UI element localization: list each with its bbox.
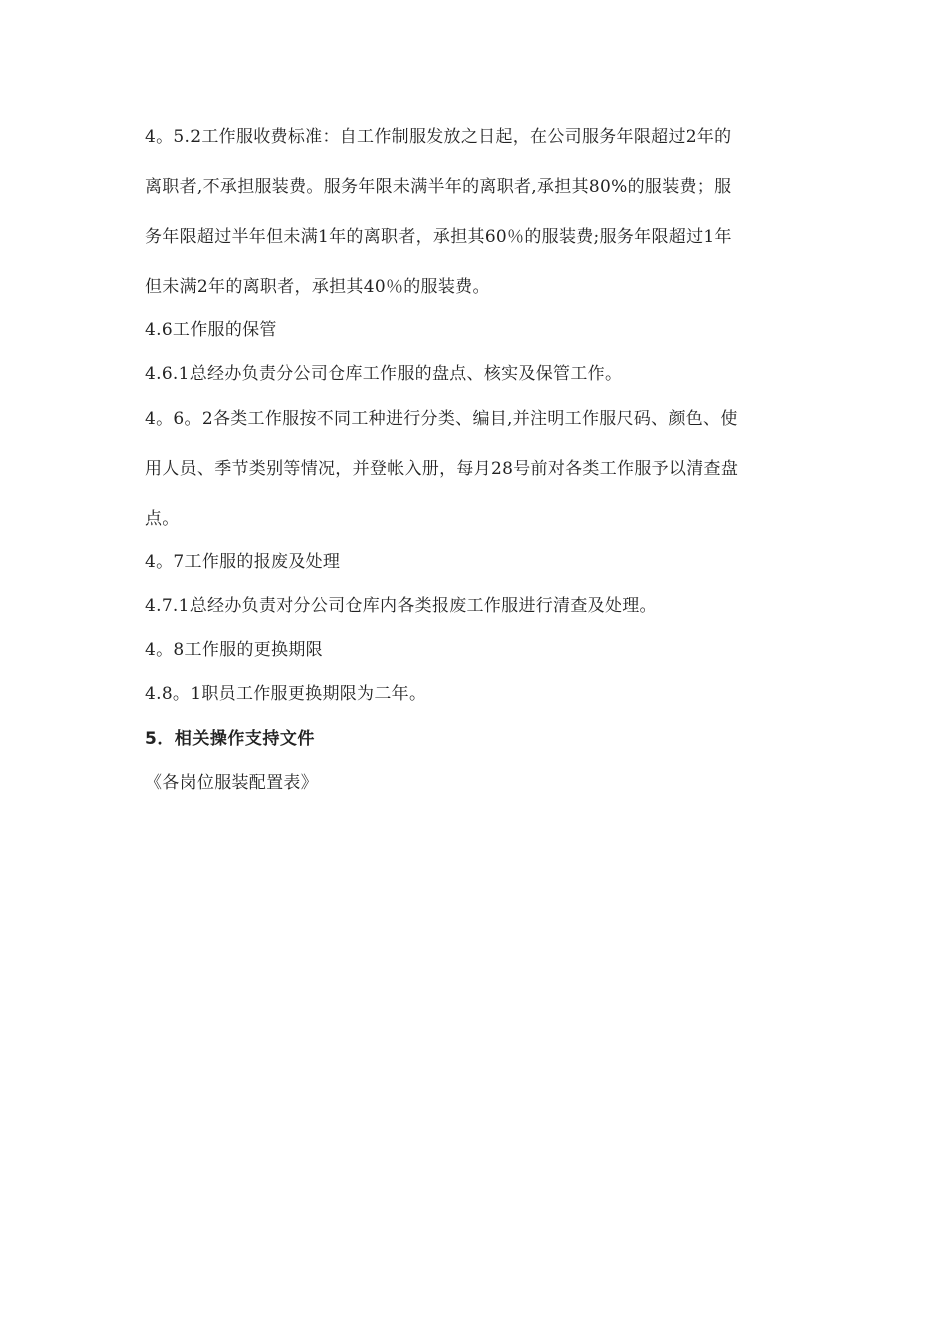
paragraph-4-5-2-line-1: 4。5.2工作服收费标准：自工作制服发放之日起，在公司服务年限超过2年的 bbox=[145, 127, 732, 147]
attachment-title: 《各岗位服装配置表》 bbox=[145, 773, 318, 793]
paragraph-4-8-1: 4.8。1职员工作服更换期限为二年。 bbox=[145, 684, 427, 704]
paragraph-4-6-2-line-3: 点。 bbox=[145, 509, 180, 529]
section-4-7-title: 4。7工作服的报废及处理 bbox=[145, 552, 341, 572]
paragraph-4-5-2-line-4: 但未满2年的离职者，承担其40％的服装费。 bbox=[145, 277, 490, 297]
paragraph-4-6-1: 4.6.1总经办负责分公司仓库工作服的盘点、核实及保管工作。 bbox=[145, 364, 623, 384]
paragraph-4-6-2-line-2: 用人员、季节类别等情况，并登帐入册，每月28号前对各类工作服予以清查盘 bbox=[145, 459, 739, 479]
paragraph-4-7-1: 4.7.1总经办负责对分公司仓库内各类报废工作服进行清查及处理。 bbox=[145, 596, 657, 616]
section-4-6-title: 4.6工作服的保管 bbox=[145, 320, 277, 340]
section-4-8-title: 4。8工作服的更换期限 bbox=[145, 640, 323, 660]
paragraph-4-5-2-line-3: 务年限超过半年但未满1年的离职者，承担其60％的服装费;服务年限超过1年 bbox=[145, 227, 732, 247]
paragraph-4-5-2-line-2: 离职者,不承担服装费。服务年限未满半年的离职者,承担其80%的服装费；服 bbox=[145, 177, 732, 197]
section-5-heading: 5．相关操作支持文件 bbox=[145, 729, 315, 749]
paragraph-4-6-2-line-1: 4。6。2各类工作服按不同工种进行分类、编目,并注明工作服尺码、颜色、使 bbox=[145, 409, 738, 429]
